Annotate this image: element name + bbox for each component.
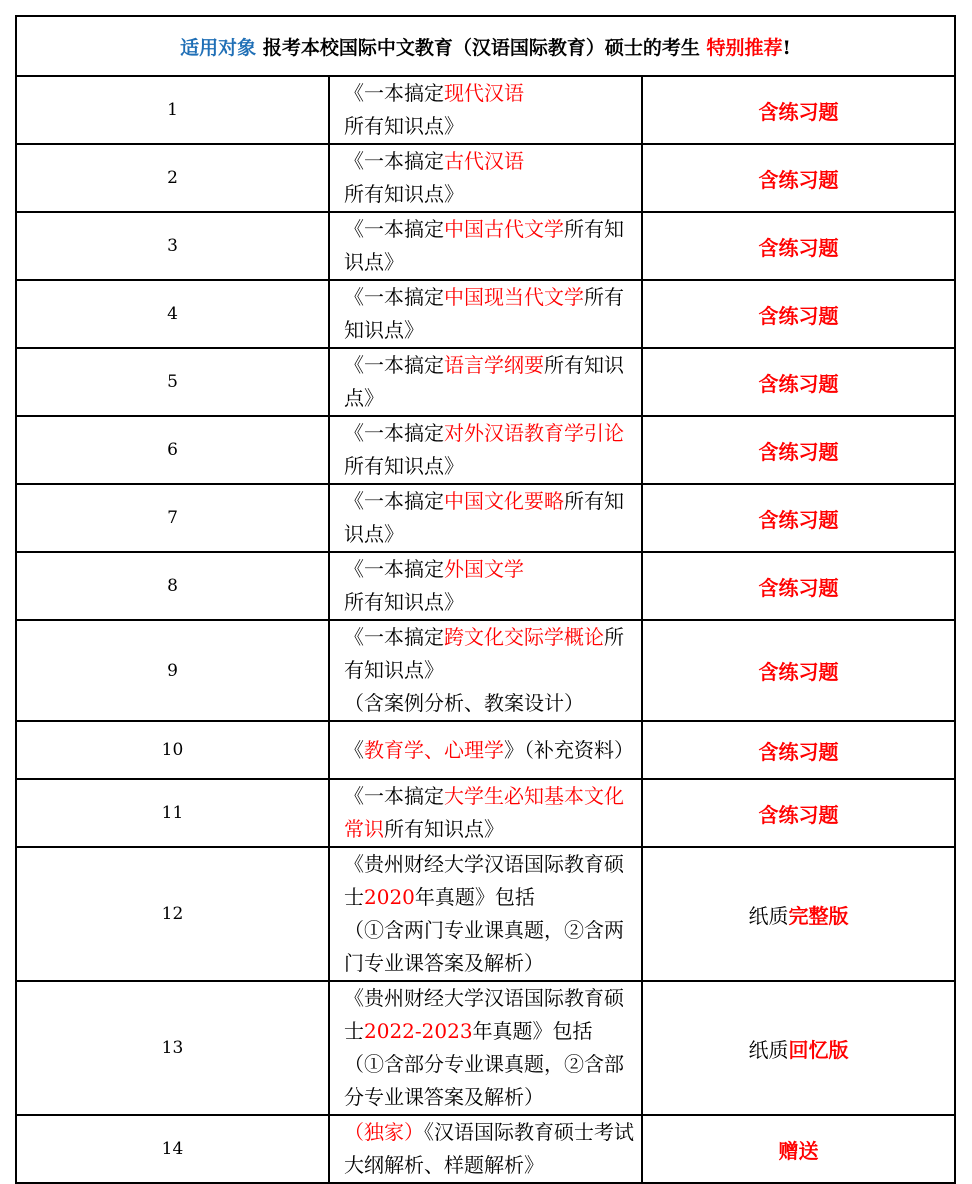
title-suffix: 所有知识点》	[344, 353, 624, 410]
title-highlight: 2020	[364, 885, 415, 909]
item-tag: 含练习题	[642, 552, 955, 620]
item-tag: 含练习题	[642, 721, 955, 779]
title-prefix: 《	[344, 737, 364, 762]
tag-highlight: 完整版	[788, 903, 849, 928]
item-tag: 含练习题	[642, 779, 955, 847]
title-prefix: 《贵州财经大学汉语国际教育硕士	[344, 986, 624, 1043]
title-suffix: 所有知识点》	[344, 454, 464, 478]
row-number: 11	[16, 779, 329, 847]
item-title	[329, 348, 642, 416]
title-highlight: 跨文化交际学概论	[444, 625, 604, 649]
table-row	[16, 1115, 955, 1183]
item-tag: 含练习题	[642, 620, 955, 721]
title-highlight: 2022-2023	[364, 1019, 473, 1043]
title-suffix: 年真题》包括	[472, 1019, 593, 1043]
item-title	[329, 779, 642, 847]
title-suffix: 所有知识点》	[344, 217, 624, 274]
title-suffix: 所有知识点》	[344, 285, 624, 342]
item-title	[329, 76, 642, 144]
title-highlight: 现代汉语	[444, 81, 524, 105]
exclaim-mark: !	[782, 36, 791, 59]
row-number: 14	[16, 1115, 329, 1183]
item-title	[329, 552, 642, 620]
item-tag: 含练习题	[642, 416, 955, 484]
title-subline: （①含两门专业课真题，②含两门专业课答案及解析）	[344, 918, 624, 975]
title-suffix: 》（补充资料）	[504, 737, 634, 762]
title-highlight: 中国古代文学	[444, 217, 564, 241]
title-suffix: 《汉语国际教育硕士考试大纲解析、样题解析》	[344, 1120, 634, 1177]
title-subline: （①含部分专业课真题，②含部分专业课答案及解析）	[344, 1052, 624, 1109]
title-prefix: 《一本搞定	[344, 285, 444, 309]
product-table	[15, 15, 956, 1184]
title-prefix: 《一本搞定	[344, 217, 444, 241]
item-title	[329, 1115, 642, 1183]
title-prefix: 《一本搞定	[344, 625, 444, 649]
table-row	[16, 981, 955, 1115]
table-row	[16, 212, 955, 280]
row-number: 2	[16, 144, 329, 212]
header-cell	[16, 16, 955, 76]
table-row	[16, 721, 955, 779]
title-prefix: 《一本搞定	[344, 353, 444, 377]
item-title	[329, 144, 642, 212]
item-title	[329, 721, 642, 779]
row-number: 4	[16, 280, 329, 348]
title-prefix: 《一本搞定	[344, 784, 444, 808]
item-tag: 含练习题	[642, 348, 955, 416]
item-title	[329, 484, 642, 552]
table-row	[16, 552, 955, 620]
item-tag: 含练习题	[642, 144, 955, 212]
title-suffix: 所有知识点》	[344, 182, 464, 206]
row-number: 1	[16, 76, 329, 144]
item-tag: 含练习题	[642, 76, 955, 144]
row-number: 5	[16, 348, 329, 416]
title-suffix: 所有知识点》	[344, 114, 464, 138]
title-highlight: 中国文化要略	[444, 489, 564, 513]
item-tag: 含练习题	[642, 484, 955, 552]
title-suffix: 所有知识点》	[344, 489, 624, 546]
table-row	[16, 484, 955, 552]
item-title	[329, 847, 642, 981]
tag-highlight: 回忆版	[788, 1037, 849, 1062]
title-prefix: 《一本搞定	[344, 489, 444, 513]
special-recommend-label: 特别推荐	[706, 36, 783, 59]
item-tag	[642, 981, 955, 1115]
header-row	[16, 16, 955, 76]
title-suffix: 所有知识点》	[344, 625, 624, 682]
table-row	[16, 280, 955, 348]
item-title	[329, 620, 642, 721]
row-number: 8	[16, 552, 329, 620]
title-prefix: 《一本搞定	[344, 149, 444, 173]
title-highlight: 大学生必知基本文化常识	[344, 784, 624, 841]
title-suffix: 所有知识点》	[344, 590, 464, 614]
table-row	[16, 620, 955, 721]
table-row	[16, 416, 955, 484]
table-row	[16, 779, 955, 847]
title-prefix: 《一本搞定	[344, 421, 444, 445]
title-suffix: 年真题》包括	[414, 885, 535, 909]
item-title	[329, 416, 642, 484]
title-highlight: 中国现当代文学	[444, 285, 584, 309]
tag-prefix: 纸质	[748, 903, 789, 928]
item-tag	[642, 847, 955, 981]
title-prefix: 《一本搞定	[344, 557, 444, 581]
title-prefix: 《贵州财经大学汉语国际教育硕士	[344, 852, 624, 909]
title-highlight: （独家）	[344, 1120, 424, 1144]
item-title	[329, 280, 642, 348]
table-row	[16, 76, 955, 144]
row-number: 7	[16, 484, 329, 552]
title-prefix: 《一本搞定	[344, 81, 444, 105]
row-number: 10	[16, 721, 329, 779]
table-row	[16, 847, 955, 981]
title-highlight: 古代汉语	[444, 149, 524, 173]
title-highlight: 语言学纲要	[444, 353, 544, 377]
row-number: 9	[16, 620, 329, 721]
target-audience-label: 适用对象	[180, 36, 257, 59]
item-tag: 含练习题	[642, 280, 955, 348]
table-row	[16, 144, 955, 212]
row-number: 12	[16, 847, 329, 981]
row-number: 13	[16, 981, 329, 1115]
product-table-container	[15, 15, 956, 1177]
item-title	[329, 981, 642, 1115]
table-row	[16, 348, 955, 416]
title-highlight: 外国文学	[444, 557, 524, 581]
item-title	[329, 212, 642, 280]
title-suffix: 所有知识点》	[384, 817, 504, 841]
title-highlight: 对外汉语教育学引论	[444, 421, 624, 445]
target-audience-description: 报考本校国际中文教育（汉语国际教育）硕士的考生	[262, 36, 700, 59]
row-number: 6	[16, 416, 329, 484]
title-highlight: 教育学、心理学	[364, 737, 504, 762]
item-tag: 赠送	[642, 1115, 955, 1183]
item-tag: 含练习题	[642, 212, 955, 280]
title-subline: （含案例分析、教案设计）	[344, 691, 584, 715]
row-number: 3	[16, 212, 329, 280]
tag-prefix: 纸质	[748, 1037, 789, 1062]
